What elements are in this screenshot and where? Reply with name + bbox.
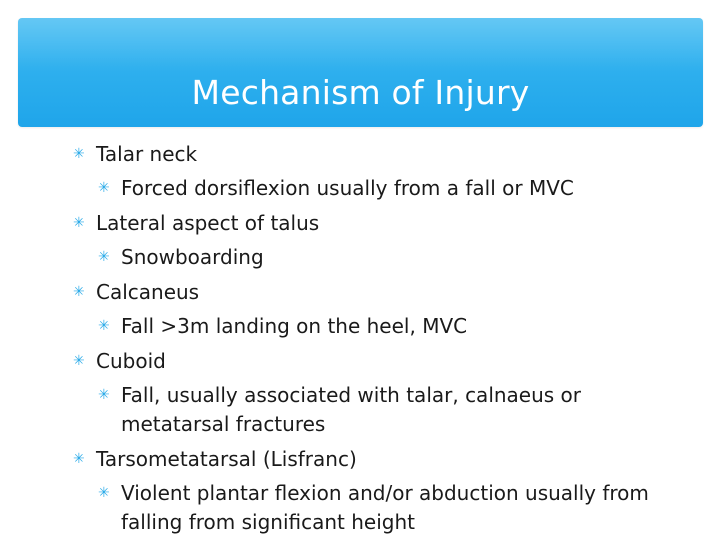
bullet-item — [73, 209, 673, 238]
asterisk-bullet-icon: ✳ — [73, 353, 85, 369]
sub-bullet-text: Violent plantar flexion and/or abduction usually from falling from significant height — [121, 481, 649, 534]
sub-bullet-list — [98, 479, 673, 537]
sub-bullet-item — [98, 479, 673, 537]
sub-bullet-text: Fall, usually associated with talar, calnaeus or metatarsal fractures — [121, 383, 582, 436]
bullet-item — [73, 140, 673, 169]
sub-bullet-item — [98, 243, 673, 272]
asterisk-bullet-icon: ✳ — [73, 146, 85, 162]
sub-bullet-text: Snowboarding — [121, 245, 264, 269]
bullet-item — [73, 347, 673, 376]
bullet-text: Lateral aspect of talus — [96, 211, 320, 235]
bullet-text: Talar neck — [96, 142, 198, 166]
asterisk-bullet-icon: ✳ — [98, 180, 110, 196]
sub-bullet-list — [98, 381, 673, 439]
asterisk-bullet-icon: ✳ — [98, 387, 110, 403]
bullet-list — [73, 140, 673, 537]
sub-bullet-item — [98, 312, 673, 341]
sub-bullet-list — [98, 312, 673, 341]
asterisk-bullet-icon: ✳ — [98, 318, 110, 334]
sub-bullet-text: Forced dorsiflexion usually from a fall or MVC — [121, 176, 574, 200]
bullet-text: Calcaneus — [96, 280, 200, 304]
asterisk-bullet-icon: ✳ — [98, 485, 110, 501]
sub-bullet-list — [98, 243, 673, 272]
bullet-item — [73, 278, 673, 307]
slide-title: Mechanism of Injury — [191, 73, 530, 112]
asterisk-bullet-icon: ✳ — [73, 215, 85, 231]
asterisk-bullet-icon: ✳ — [73, 284, 85, 300]
sub-bullet-item — [98, 174, 673, 203]
sub-bullet-item — [98, 381, 673, 439]
sub-bullet-text: Fall >3m landing on the heel, MVC — [121, 314, 468, 338]
title-banner — [18, 18, 703, 127]
bullet-text: Cuboid — [96, 349, 166, 373]
sub-bullet-list — [98, 174, 673, 203]
asterisk-bullet-icon: ✳ — [73, 451, 85, 467]
bullet-item — [73, 445, 673, 474]
bullet-text: Tarsometatarsal (Lisfranc) — [96, 447, 357, 471]
asterisk-bullet-icon: ✳ — [98, 249, 110, 265]
